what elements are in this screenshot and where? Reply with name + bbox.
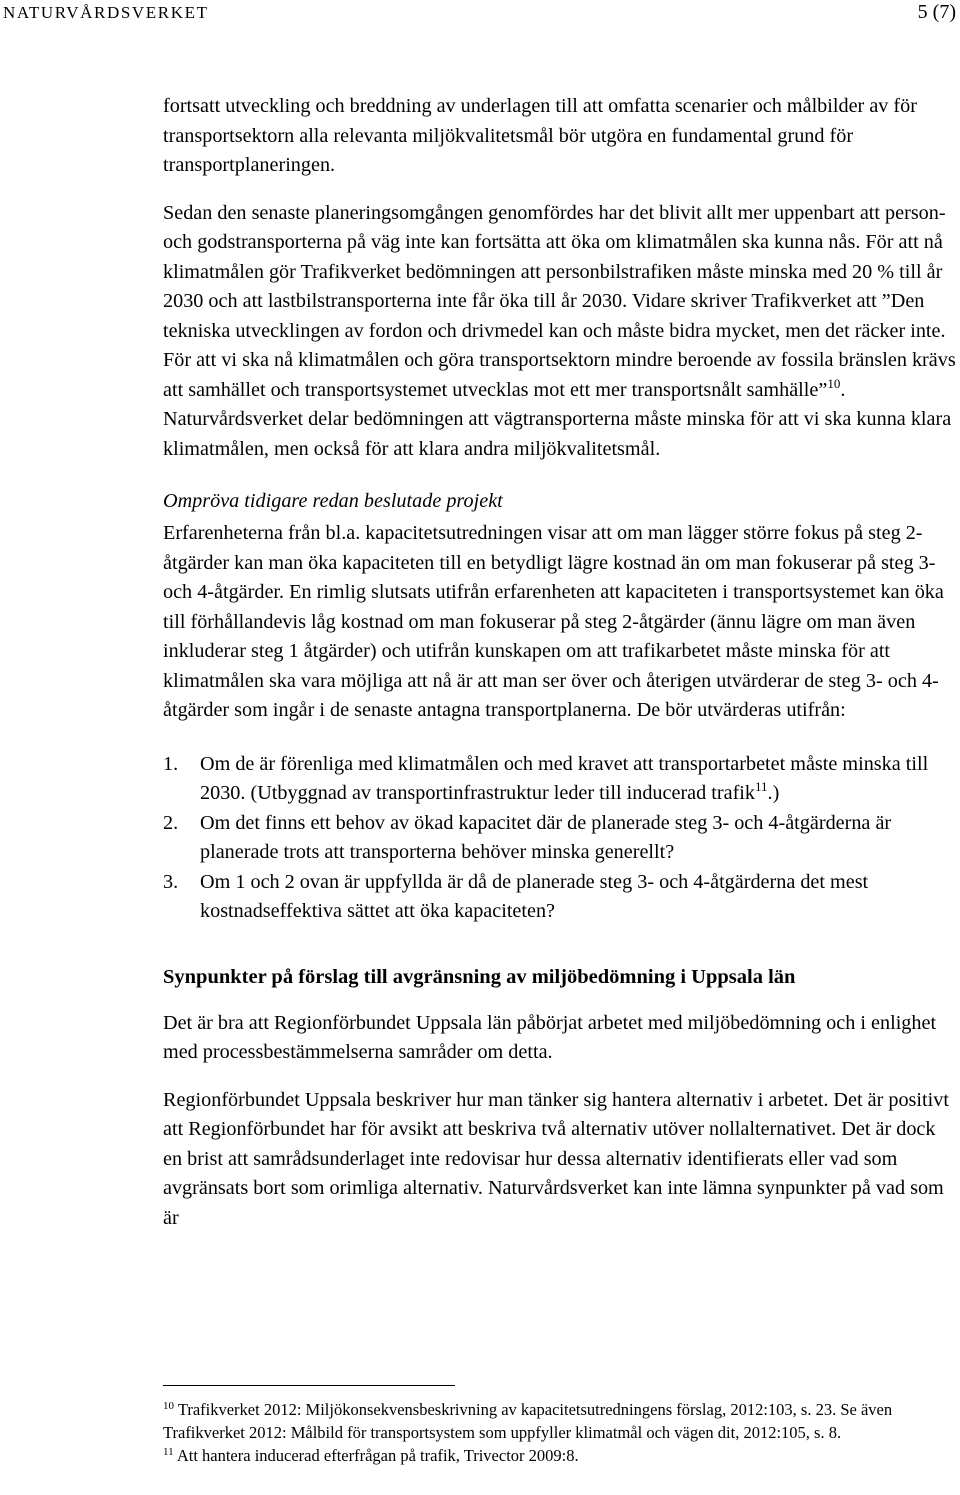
page-number: 5 (7) <box>917 1 956 23</box>
list-item-end: .) <box>767 782 780 804</box>
list-item-text: Om det finns ett behov av ökad kapacitet där de planerade steg 3- och 4-åtgärderna är planerade trots att transporterna behöver minska generellt? <box>200 811 892 863</box>
paragraph-5: Regionförbundet Uppsala beskriver hur man tänker sig hantera alternativ i arbetet. Det är positivt att Regionförbundet har för avsikt att beskriva två alternativ utöver nollalternativet. Det är dock en brist att samrådsunderlaget inte redovisar hur dessa alternativ identifierats eller vad som avgränsats bort som orimliga alternativ. Naturvårdsverket kan inte lämna synpunkter på vad som är <box>163 1088 949 1229</box>
footnote-divider <box>163 1385 455 1386</box>
numbered-list <box>163 750 958 927</box>
footnote-11 <box>163 1444 953 1467</box>
list-item-number: 2. <box>163 811 179 834</box>
footnote-text: Trafikverket 2012: Miljökonsekvensbeskrivning av kapacitetsutredningens förslag, 2012:103, s. 23. Se även Trafikverket 2012: Målbild för transportsystem som uppfyller klimatmål och vägen dit, 2012:105, s. 8. <box>163 1400 893 1442</box>
list-item <box>163 868 958 927</box>
list-item-number: 1. <box>163 752 179 775</box>
paragraph-4: Det är bra att Regionförbundet Uppsala län påbörjat arbetet med miljöbedömning och i enlighet med processbestämmelserna samråder om detta. <box>163 1011 937 1063</box>
paragraph-1: fortsatt utveckling och breddning av underlagen till att omfatta scenarier och målbilder av för transportsektorn alla relevanta miljökvalitetsmål bör utgöra en fundamental grund för transportplaneringen. <box>163 95 917 176</box>
list-item <box>163 750 958 809</box>
paragraph-2-text: Sedan den senaste planeringsomgången genomfördes har det blivit allt mer uppenbart att person- och godstransporterna på väg inte kan fortsätta att öka om klimatmålen ska kunna nås. För att nå klimatmålen gör Trafikverket bedömningen att personbilstrafiken måste minska med 20 % till år 2030 och att lastbilstransporterna inte får öka till år 2030. Vidare skriver Trafikverket att ”Den tekniska utvecklingen av fordon och drivmedel kan och måste bidra mycket, men det räcker inte. För att vi ska nå klimatmålen och göra transportsektorn mindre beroende av fossila bränslen krävs att samhället och transportsystemet utvecklas mot ett mer transportsnålt samhälle” <box>163 201 956 401</box>
list-item-text: Om 1 och 2 ovan är uppfyllda är då de planerade steg 3- och 4-åtgärderna det mest kostnadseffektiva sättet att öka kapaciteten? <box>200 870 869 922</box>
footnote-number: 10 <box>163 1400 174 1412</box>
list-item-number: 3. <box>163 870 179 893</box>
paragraph-2 <box>163 199 958 465</box>
footnote-text: Att hantera inducerad efterfrågan på trafik, Trivector 2009:8. <box>176 1446 579 1465</box>
footnote-ref-11[interactable]: 11 <box>755 779 768 794</box>
document-body <box>163 92 958 1233</box>
footnote-10 <box>163 1398 953 1444</box>
subheading: Ompröva tidigare redan beslutade projekt <box>163 490 503 512</box>
list-item <box>163 809 958 868</box>
footnote-number: 11 <box>163 1446 174 1458</box>
section-heading: Synpunkter på förslag till avgränsning av miljöbedömning i Uppsala län <box>163 965 796 988</box>
page-header <box>0 0 960 28</box>
list-item-text: Om de är förenliga med klimatmålen och med kravet att transportarbetet måste minska till 2030. (Utbyggnad av transportinfrastruktur leder till inducerad trafik <box>200 752 929 804</box>
paragraph-3: Erfarenheterna från bl.a. kapacitetsutredningen visar att om man lägger större fokus på steg 2-åtgärder kan man öka kapaciteten till en betydligt lägre kostnad än om man fokuserar på steg 3- och 4-åtgärder. En rimlig slutsats utifrån erfarenheten att kapaciteten i transportsystemet kan öka till förhållandevis låg kostnad om man fokuserar på steg 2-åtgärder (ännu lägre om man även inkluderar steg 1 åtgärder) och utifrån kunskapen om att trafikarbetet måste minska för att klimatmålen ska vara möjliga att nå är att man ser över och återigen utvärderar de steg 3- och 4-åtgärder som ingår i de senaste antagna transportplanerna. De bör utvärderas utifrån: <box>163 522 944 721</box>
footnote-ref-10[interactable]: 10 <box>827 375 841 391</box>
paragraph-2-end: . Naturvårdsverket delar bedömningen att vägtransporterna måste minska för att vi ska kunna klara klimatmålen, men också för att klara andra miljökvalitetsmål. <box>163 378 952 460</box>
organization-name: NATURVÅRDSVERKET <box>3 3 209 22</box>
footnotes <box>163 1398 953 1467</box>
